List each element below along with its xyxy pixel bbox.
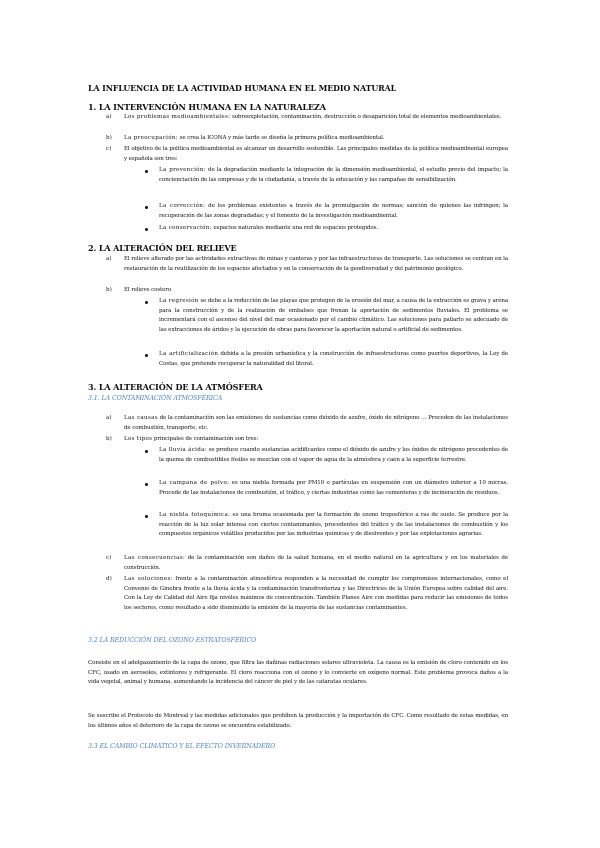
- s3-marker-b: b): [106, 436, 112, 442]
- s2-marker-b: b): [106, 287, 112, 293]
- s1-b-label: La preocupación:: [124, 135, 178, 141]
- s1-bullet-1-label: La corrección:: [159, 203, 206, 209]
- s1-item-a: [124, 113, 508, 123]
- s3-bullet-1-label: La campana de polvo:: [159, 480, 230, 486]
- ozone-paragraph-1: Consiste en el adelgazamiento de la capa de ozono, que filtra las dañinas radiaciones solares ultravioleta. La causa es la emisión de cloro contenido en los CFC, usado en aerosoles, extintores y refrigerante. El cloro reacciona con el ozono y lo convierte en oxígeno normal. Este problema provoca daños a la vida vegetal, animal y humana, aumentando la incidencia del cáncer de piel y de las cataratas oculares.: [88, 660, 508, 685]
- s3-b-label: Los tipos: [124, 436, 153, 442]
- s1-bullet-1-text: de los problemas existentes a través de la promulgación de normas; sanción de quienes las infringen; la recuperación de las zonas degradadas; y el fomento de la investigación medioambiental.: [159, 203, 508, 219]
- s3-a-label: Las causas: [124, 415, 158, 421]
- subsection-3-1-heading: 3.1. LA CONTAMINACIÓN ATMOSFÉRICA: [88, 395, 223, 402]
- s1-bullet-0-text: de la degradación mediante la integración de la dimensión medioambiental, el estudio previo del impacto; la concienciación de las empresas y de la ciudadanía, a través de la educación y las campañas de sensibilización.: [159, 167, 508, 183]
- s3-bullet-2-label: La niebla fotoquímica:: [159, 512, 231, 518]
- s2-item-a: El relieve alterado por las actividades extractivas de minas y canteras y por las infraestructuras de transporte. Las soluciones se centran en la restauración de la reutilización de los espacios afectados y en la conservación de la geodiversidad y del patrimonio geológico.: [124, 256, 508, 272]
- section-1-heading: 1. LA INTERVENCIÓN HUMANA EN LA NATURALEZA: [88, 102, 326, 112]
- s3-a-text: de la contaminación son las emisiones de sustancias como dióxido de azufre, óxido de nitrógeno … Proceden de las instalaciones de combustión, transporte, etc.: [124, 415, 508, 431]
- bullet-icon: [145, 354, 148, 357]
- section-3-heading: 3. LA ALTERACIÓN DE LA ATMÓSFERA: [88, 382, 263, 392]
- s3-c-label: Las consecuencias:: [124, 555, 186, 561]
- s3-d-label: Las soluciones:: [124, 576, 173, 582]
- s1-a-text: sobreexplotación, contaminación, destrucción o desaparición total de elementos medioambientales.: [230, 114, 502, 120]
- s3-bullet-0-text: se produce cuando sustancias acidificantes como el dióxido de azufre y los óxidos de nitrógeno procedentes de la quema de combustibles fósiles se mezclan con el vapor de agua de la atmósfera y caen a la superficie terrestre.: [159, 447, 508, 463]
- s1-item-b: [124, 134, 508, 144]
- s2-marker-a: a): [106, 256, 112, 262]
- document-title: LA INFLUENCIA DE LA ACTIVIDAD HUMANA EN EL MEDIO NATURAL: [88, 84, 397, 93]
- bullet-icon: [145, 450, 148, 453]
- s3-bullet-lluvia-acida: [159, 446, 508, 465]
- s3-marker-c: c): [106, 555, 112, 561]
- s3-b-text: principales de contaminación son tres:: [152, 436, 259, 442]
- s1-bullet-conservacion: [159, 224, 508, 234]
- bullet-icon: [145, 206, 148, 209]
- s3-bullet-1-text: es una niebla formada por PM10 o partículas en suspensión con un diámetro inferior a 10 micras. Procede de las instalaciones de combustión, el tráfico, y ciertas industrias como las cementeras y de incineración de residuos.: [159, 480, 508, 496]
- s2-bullet-artificializacion: [159, 350, 508, 369]
- s1-bullet-prevencion: [159, 166, 508, 185]
- s2-bullet-1-text: debida a la presión urbanística y la construcción de infraestructuras como puertos deportivos, la Ley de Costas, que pretende recuperar la naturalidad del litoral.: [159, 351, 508, 367]
- s1-bullet-2-text: espacios naturales mediante una red de espacios protegidos.: [211, 225, 378, 231]
- s3-bullet-0-label: La lluvia ácida:: [159, 447, 207, 453]
- s1-marker-b: b): [106, 135, 112, 141]
- bullet-icon: [145, 170, 148, 173]
- s2-bullet-1-label: La artificialización: [159, 351, 219, 357]
- s2-item-b: El relieve costero: [124, 287, 172, 293]
- bullet-icon: [145, 301, 148, 304]
- s3-bullet-campana-polvo: [159, 479, 508, 498]
- subsection-3-3-heading: 3.3 EL CAMBIO CLIMÁTICO Y EL EFECTO INVERNADERO: [88, 743, 276, 750]
- s3-item-b: [124, 435, 508, 445]
- s3-item-c: [124, 554, 508, 573]
- s1-bullet-correccion: [159, 202, 508, 221]
- s2-bullet-0-label: La regresión: [159, 298, 199, 304]
- s3-bullet-2-text: es una bruma ocasionada por la formación de ozono troposférico a ras de suelo. Se produce por la reacción de la luz solar intensa con ciertos contaminantes, procedentes del tráfico y de las instalaciones de combustión y los compuestos orgánicos volátiles producidos por las industrias químicas y de disolventes y por las explotaciones agrarias.: [159, 512, 508, 537]
- s1-bullet-2-label: La conservación:: [159, 225, 212, 231]
- s1-marker-a: a): [106, 114, 112, 120]
- s3-marker-d: d): [106, 576, 112, 582]
- s3-d-text: frente a la contaminación atmosférica responden a la necesidad de cumplir los compromisos internacionales, como el Convenio de Ginebra frente a la lluvia ácida y la contaminación transfronteriza y las Directrices de la Unión Europea sobre calidad del aire. Con la Ley de Calidad del Aire fija niveles máximos de concentración. También Planes Aire con medidas para reducir las emisiones de todos los sectores, como resultado a sido disminuido la emisión de la mayoría de las sustancias contaminantes.: [124, 576, 508, 611]
- bullet-icon: [145, 515, 148, 518]
- subsection-3-2-heading: 3.2 LA REDUCCIÓN DEL OZONO ESTRATOSFÉRICO: [88, 637, 257, 644]
- bullet-icon: [145, 228, 148, 231]
- s1-marker-c: c): [106, 146, 112, 152]
- s1-bullet-0-label: La prevención:: [159, 167, 206, 173]
- section-2-heading: 2. LA ALTERACIÓN DEL RELIEVE: [88, 243, 237, 253]
- s2-bullet-0-text: se debe a la reducción de las playas que protegen de la erosión del mar, a causa de la extracción es grava y arena para la construcción y de la realización de embalses que frenan la aportación de sedimentos fluviales. El problema se incrementará con el ascenso del nivel del mar ocasionado por el cambio climático. Las soluciones para paliarlo se adecuado de las extracciones de áridos y la ejecución de obras para favorecer la aportación natural o artificial de sedimentos.: [159, 298, 509, 333]
- s1-item-c: El objetivo de la política medioambiental es alcanzar un desarrollo sostenible. Las principales medidas de la política medioambiental europea y española son tres:: [124, 146, 508, 162]
- s3-item-a: [124, 414, 508, 433]
- s3-c-text: de la contaminación son daños de la salud humana, en el medio natural en la agricultura y en los materiales de construcción.: [124, 555, 509, 571]
- s2-bullet-regresion: [159, 297, 508, 335]
- bullet-icon: [145, 483, 148, 486]
- s1-a-label: Los problemas medioambientales:: [124, 114, 231, 120]
- s3-marker-a: a): [106, 415, 112, 421]
- s3-bullet-niebla-fotoquimica: [159, 511, 508, 540]
- ozone-paragraph-2: Se suscribe el Protocolo de Montreal y las medidas adicionales que prohíben la producción y la importación de CFC. Como resultado de estas medidas, en los últimos años el deterioro de la capa de ozono se encuentra estabilizado.: [88, 713, 508, 729]
- s1-b-text: se crea la ICONA y más tarde se diseña la primera política medioambiental.: [178, 135, 385, 141]
- s3-item-d: [124, 575, 508, 613]
